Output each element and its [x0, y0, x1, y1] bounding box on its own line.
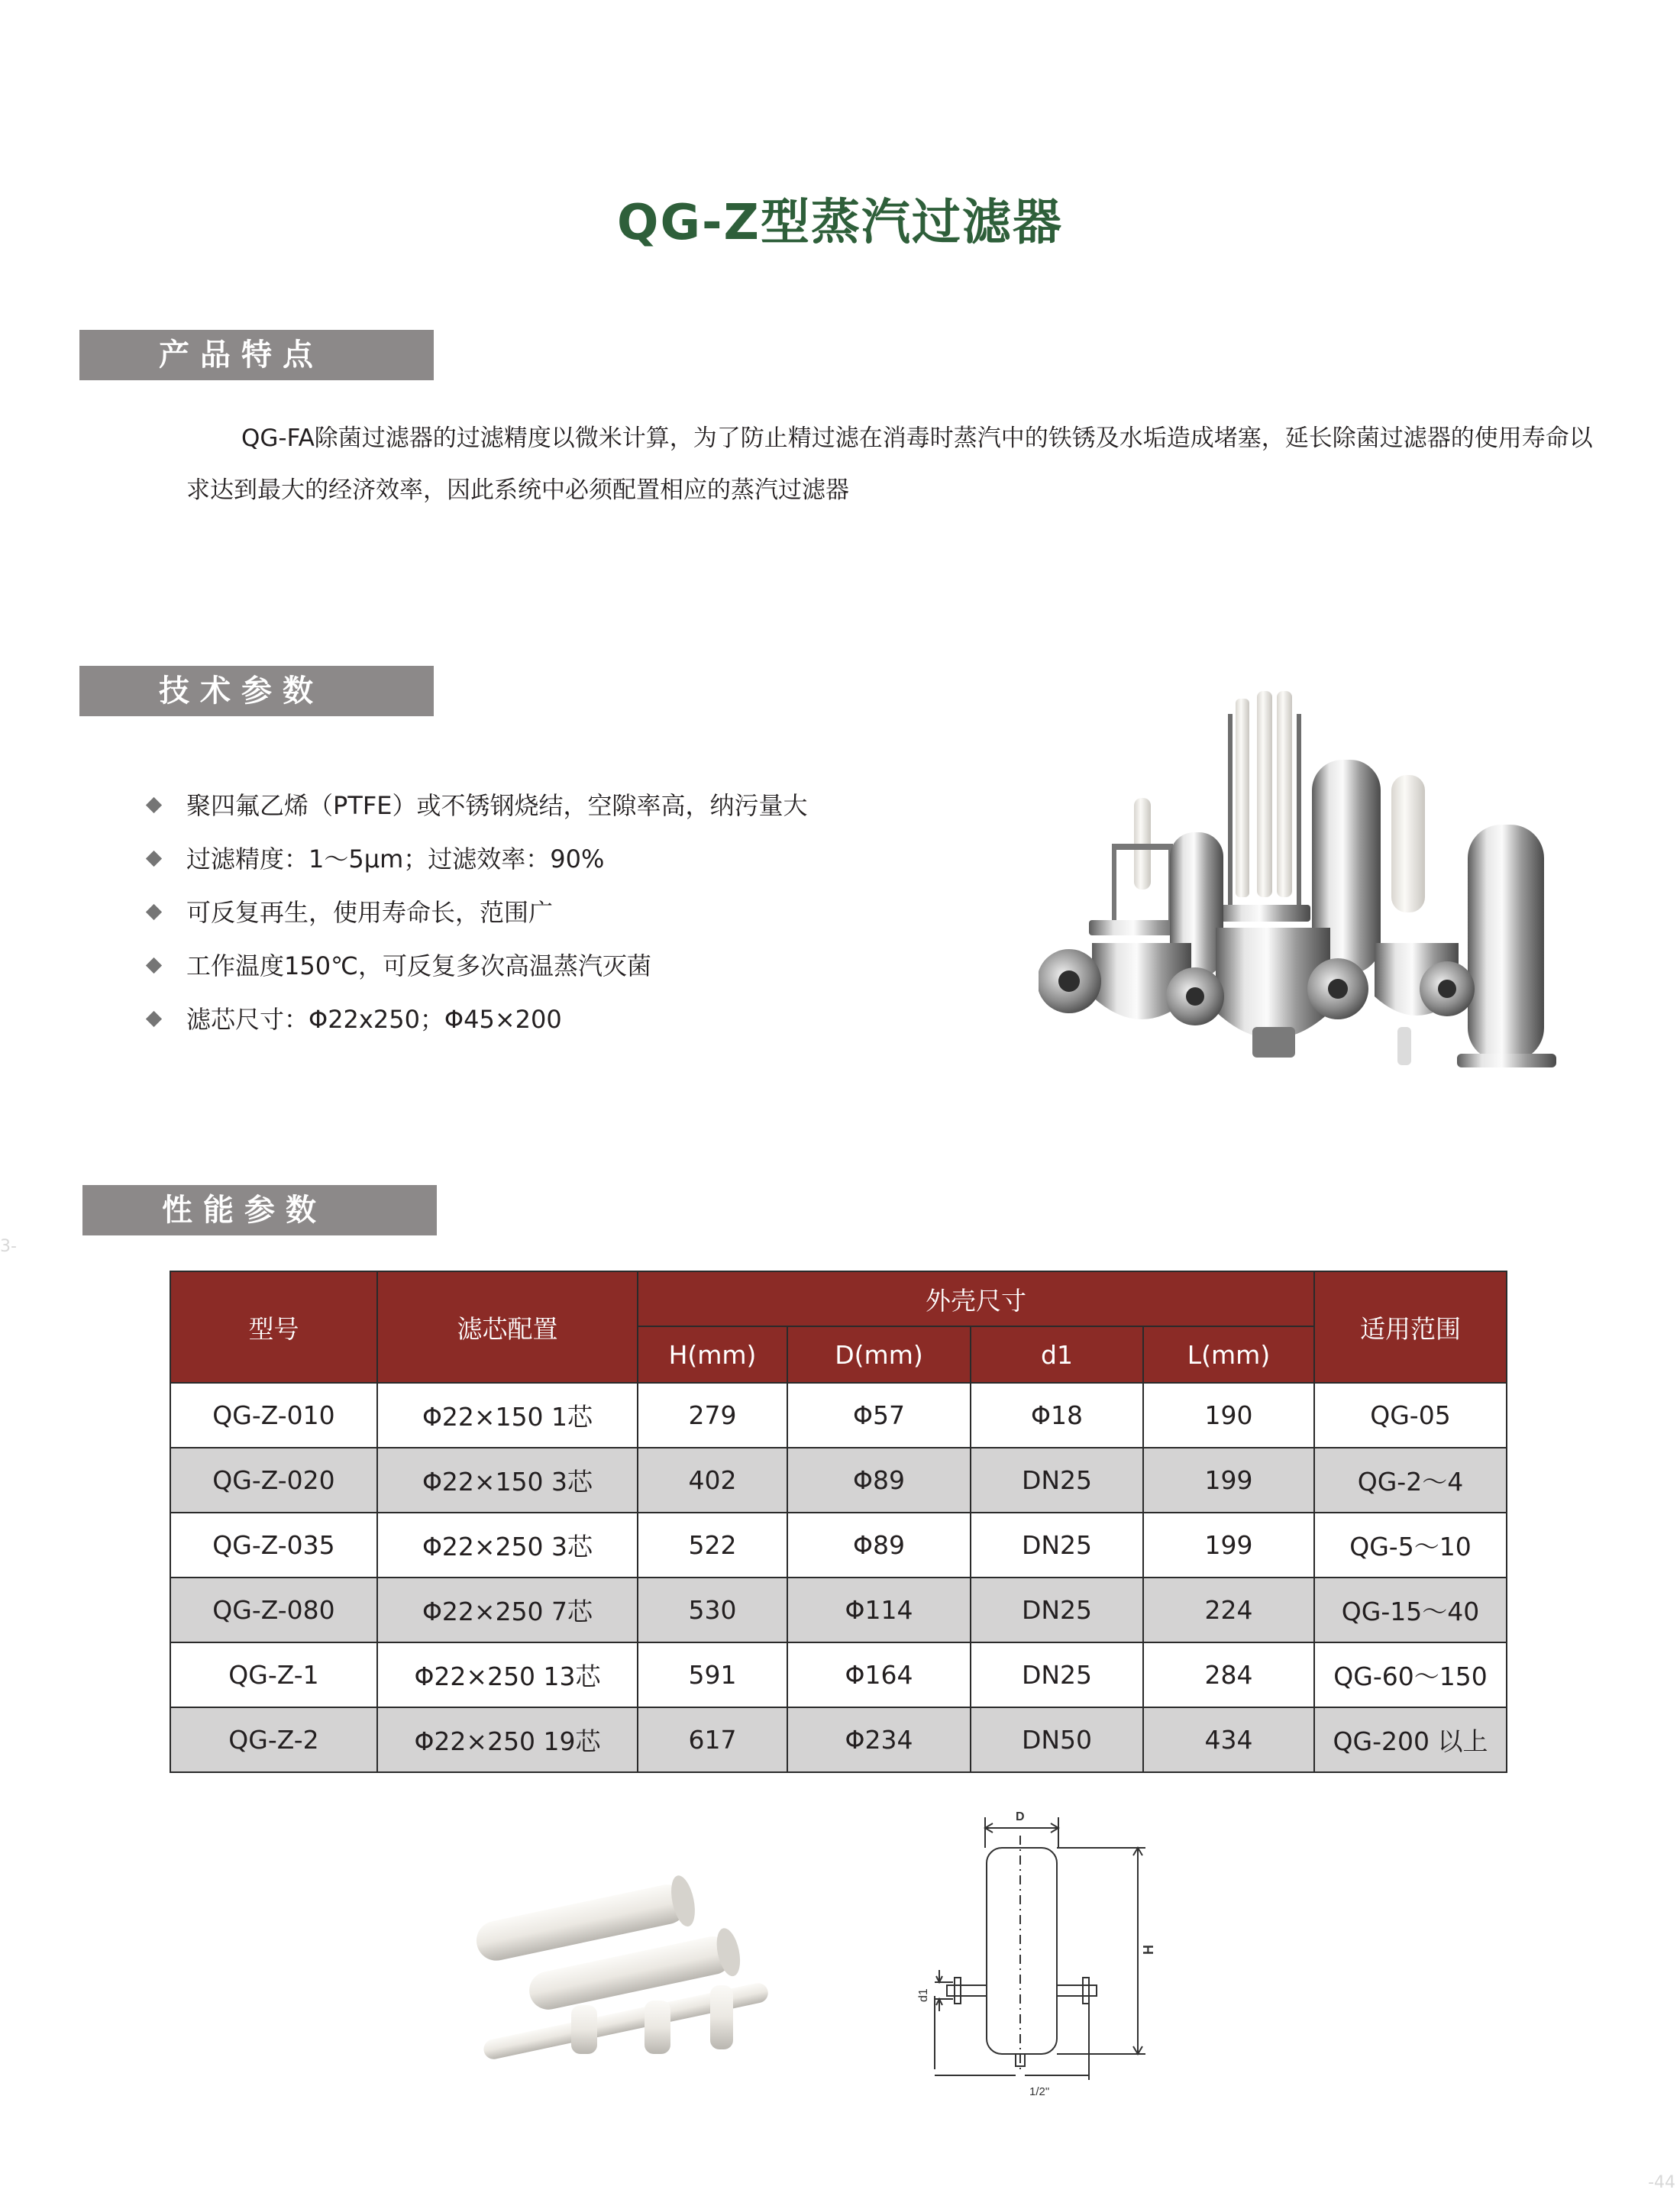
filter-housings-photo: [1039, 668, 1573, 1111]
cell-d: Φ89: [787, 1513, 971, 1578]
cell-config: Φ22×250 7芯: [377, 1578, 638, 1642]
cell-d1: Φ18: [971, 1383, 1143, 1448]
cell-d: Φ164: [787, 1642, 971, 1707]
cell-l: 199: [1143, 1448, 1314, 1513]
cell-model: QG-Z-035: [170, 1513, 377, 1578]
cell-model: QG-Z-010: [170, 1383, 377, 1448]
table-header-row: [170, 1271, 1507, 1326]
cell-d: Φ114: [787, 1578, 971, 1642]
tech-bullet: 过滤精度：1～5μm；过滤效率：90%: [145, 832, 807, 886]
cell-d: Φ89: [787, 1448, 971, 1513]
header-model: 型号: [170, 1271, 377, 1383]
diagram-label-d1: d1: [917, 1988, 930, 2002]
cell-l: 199: [1143, 1513, 1314, 1578]
cell-l: 284: [1143, 1642, 1314, 1707]
performance-table: [170, 1271, 1507, 1773]
cell-l: 190: [1143, 1383, 1314, 1448]
header-range: 适用范围: [1314, 1271, 1507, 1383]
cell-range: QG-200 以上: [1314, 1707, 1507, 1772]
cell-range: QG-60～150: [1314, 1642, 1507, 1707]
cell-d1: DN25: [971, 1448, 1143, 1513]
header-h: H(mm): [638, 1326, 787, 1383]
cell-h: 522: [638, 1513, 787, 1578]
dimension-diagram: [916, 1802, 1222, 2107]
cell-range: QG-2～4: [1314, 1448, 1507, 1513]
table-row: [170, 1513, 1507, 1578]
cell-range: QG-5～10: [1314, 1513, 1507, 1578]
cell-d1: DN25: [971, 1642, 1143, 1707]
cell-h: 591: [638, 1642, 787, 1707]
table-row: [170, 1707, 1507, 1772]
diagram-label-d: D: [1016, 1810, 1025, 1823]
cell-model: QG-Z-1: [170, 1642, 377, 1707]
cell-config: Φ22×150 3芯: [377, 1448, 638, 1513]
header-l: L(mm): [1143, 1326, 1314, 1383]
cell-config: Φ22×250 3芯: [377, 1513, 638, 1578]
table-row: [170, 1448, 1507, 1513]
tech-bullet: 工作温度150℃，可反复多次高温蒸汽灭菌: [145, 939, 807, 993]
cell-h: 530: [638, 1578, 787, 1642]
diamond-bullet-icon: [146, 797, 162, 813]
header-d: D(mm): [787, 1326, 971, 1383]
page-title: QG-Z型蒸汽过滤器: [617, 195, 1063, 251]
cell-d1: DN50: [971, 1707, 1143, 1772]
header-config: 滤芯配置: [377, 1271, 638, 1383]
tech-bullet: 滤芯尺寸：Φ22x250；Φ45×200: [145, 993, 807, 1046]
table-row: [170, 1578, 1507, 1642]
diamond-bullet-icon: [146, 1011, 162, 1027]
cell-h: 402: [638, 1448, 787, 1513]
cell-model: QG-Z-080: [170, 1578, 377, 1642]
cell-d1: DN25: [971, 1513, 1143, 1578]
cell-range: QG-15～40: [1314, 1578, 1507, 1642]
filter-cartridges-photo: [458, 1855, 794, 2062]
cell-config: Φ22×250 13芯: [377, 1642, 638, 1707]
tech-bullet: 聚四氟乙烯（PTFE）或不锈钢烧结，空隙率高，纳污量大: [145, 779, 807, 832]
cell-h: 617: [638, 1707, 787, 1772]
diamond-bullet-icon: [146, 851, 162, 867]
cell-d: Φ57: [787, 1383, 971, 1448]
cell-l: 224: [1143, 1578, 1314, 1642]
cell-config: Φ22×250 19芯: [377, 1707, 638, 1772]
table-row: [170, 1383, 1507, 1448]
tech-bullet: 可反复再生，使用寿命长，范围广: [145, 886, 807, 939]
diamond-bullet-icon: [146, 904, 162, 920]
features-heading: 产品特点: [79, 330, 434, 380]
tech-heading: 技术参数: [79, 666, 434, 716]
cell-model: QG-Z-2: [170, 1707, 377, 1772]
cell-range: QG-05: [1314, 1383, 1507, 1448]
cell-d: Φ234: [787, 1707, 971, 1772]
cell-d1: DN25: [971, 1578, 1143, 1642]
performance-heading: 性能参数: [82, 1185, 437, 1235]
diagram-label-port: 1/2": [1029, 2085, 1050, 2098]
tech-bullet-list: [145, 779, 807, 1046]
header-d1: d1: [971, 1326, 1143, 1383]
cell-h: 279: [638, 1383, 787, 1448]
table-row: [170, 1642, 1507, 1707]
side-margin-mark: 3-: [0, 1237, 17, 1256]
cell-config: Φ22×150 1芯: [377, 1383, 638, 1448]
cell-l: 434: [1143, 1707, 1314, 1772]
features-paragraph: QG-FA除菌过滤器的过滤精度以微米计算，为了防止精过滤在消毒时蒸汽中的铁锈及水垢造成堵塞，延长除菌过滤器的使用寿命以求达到最大的经济效率，因此系统中必须配置相应的蒸汽过滤器: [186, 425, 1593, 504]
cell-model: QG-Z-020: [170, 1448, 377, 1513]
diamond-bullet-icon: [146, 958, 162, 974]
diagram-label-h: H: [1141, 1945, 1156, 1955]
header-shell-size: 外壳尺寸: [638, 1271, 1314, 1326]
page-number: -44: [1648, 2173, 1675, 2192]
